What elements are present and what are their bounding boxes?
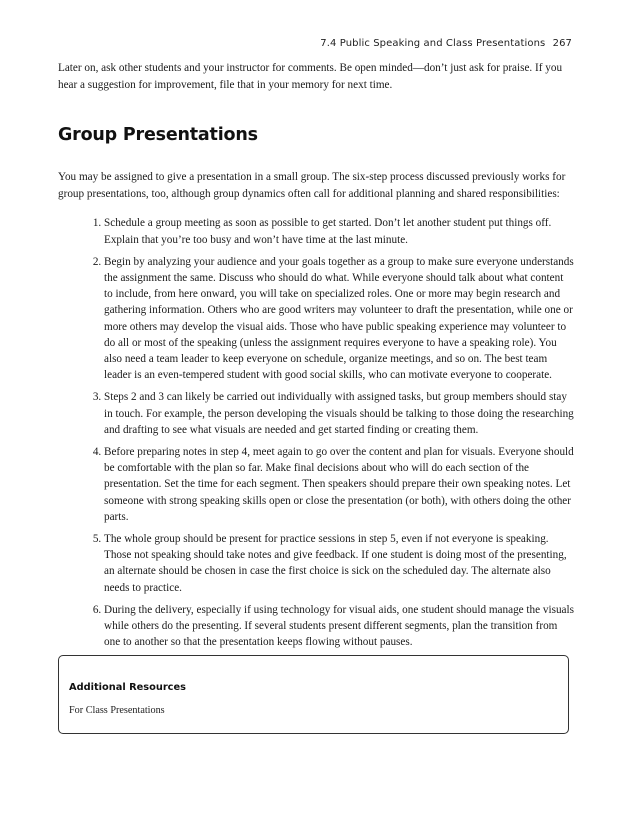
section-heading: Group Presentations [58, 125, 258, 146]
page-content [58, 60, 574, 656]
list-item: 3. Steps 2 and 3 can likely be carried out individually with assigned tasks, but group members should stay in touch. For example, the person developing the visuals should be talking to those doing the researching and drafting to see what visuals are needed and get started finding or creating them. [104, 389, 574, 438]
section-title: 7.4 Public Speaking and Class Presentations [320, 38, 546, 49]
list-item: 6. During the delivery, especially if using technology for visual aids, one student should manage the visuals while others do the presenting. If several students present different segments, plan the transition from one to another so that the presentation keeps flowing without pauses. [104, 602, 574, 651]
steps-list [58, 215, 574, 650]
class-presentations-link[interactable]: For Class Presentations [69, 705, 165, 716]
additional-resources-box [58, 655, 569, 734]
section-paragraph: You may be assigned to give a presentation in a small group. The six-step process discussed previously works for group presentations, too, although group dynamics often call for additional planning and shared responsibilities: [58, 171, 566, 200]
page-number: 267 [552, 38, 572, 49]
running-header [320, 38, 572, 49]
intro-paragraph: Later on, ask other students and your instructor for comments. Be open minded—don’t just ask for praise. If you hear a suggestion for improvement, file that in your memory for next time. [58, 62, 563, 91]
list-item: 1. Schedule a group meeting as soon as possible to get started. Don’t let another student put things off. Explain that you’re too busy and won’t have time at the last minute. [104, 215, 574, 247]
additional-resources-title: Additional Resources [69, 682, 186, 693]
list-item: 2. Begin by analyzing your audience and your goals together as a group to make sure everyone understands the assignment the same. Discuss who should do what. While everyone should talk about what content to include, from here onward, you will take on specialized roles. One or more may begin research and gathering information. Others who are good writers may volunteer to draft the presentation, while one or more others may develop the visual aids. Those who have public speaking experience may volunteer to do all or most of the speaking (unless the assignment requires everyone to have a speaking role). You also need a team leader to keep everyone on schedule, organize meetings, and so on. The best team leader is an even-tempered student with good social skills, who can motivate everyone to cooperate. [104, 254, 574, 384]
list-item: 4. Before preparing notes in step 4, meet again to go over the content and plan for visuals. Everyone should be comfortable with the plan so far. Make final decisions about who will do each section of the presentation. Set the time for each segment. Then speakers should prepare their own speaking notes. Let someone with strong speaking skills open or close the presentation (or both), with others doing the other parts. [104, 444, 574, 525]
list-item: 5. The whole group should be present for practice sessions in step 5, even if not everyone is speaking. Those not speaking should take notes and give feedback. If one student is doing most of the presenting, an alternate should be chosen in case the first choice is sick on the scheduled day. The alternate also needs to practice. [104, 531, 574, 596]
